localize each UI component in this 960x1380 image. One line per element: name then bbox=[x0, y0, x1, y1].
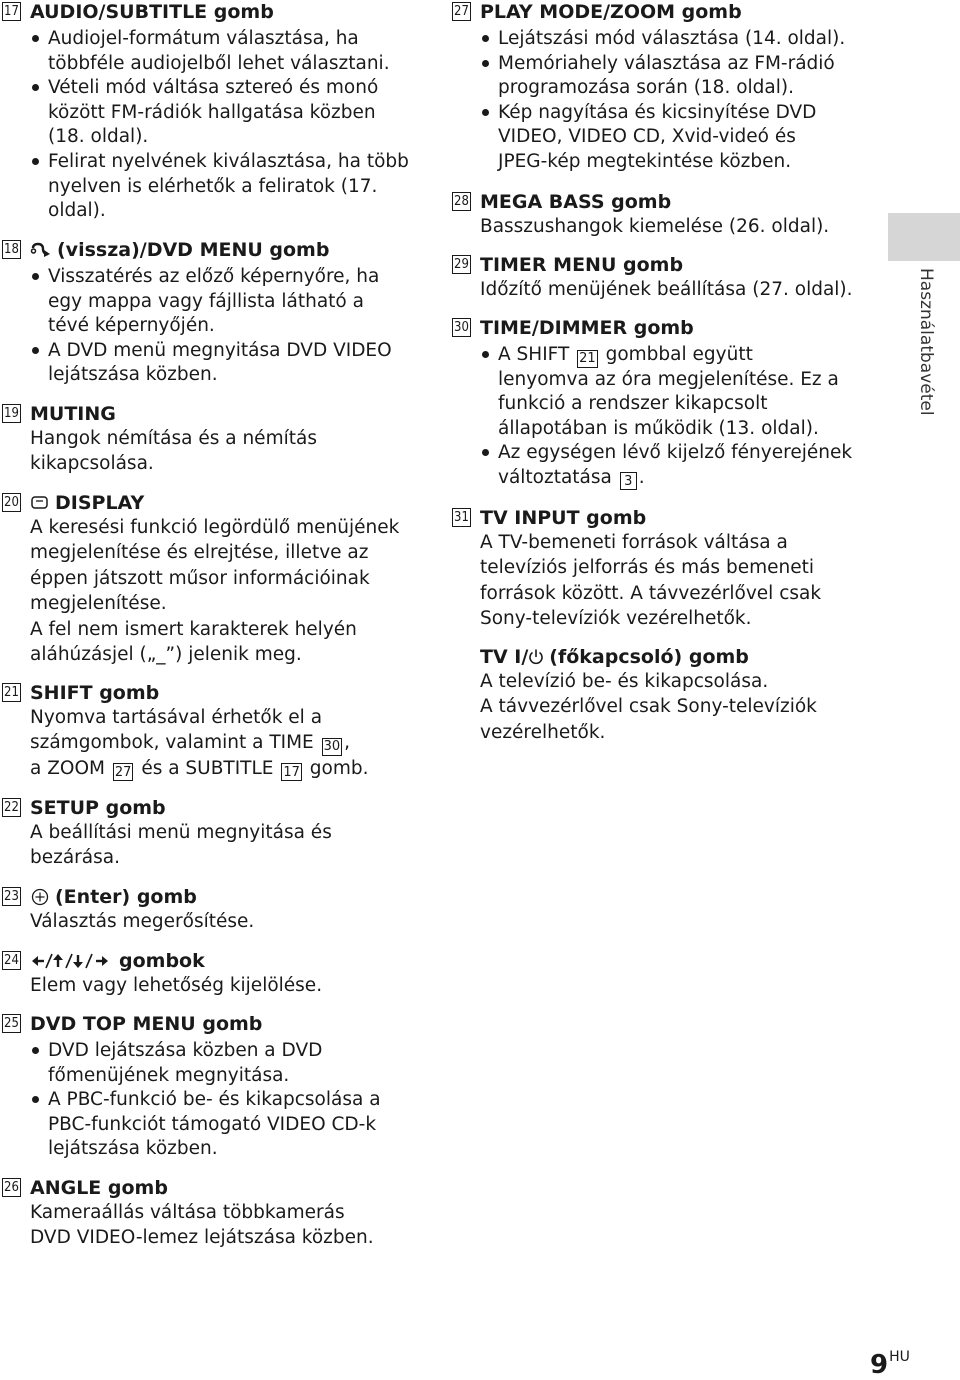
item-20 bbox=[2, 491, 450, 667]
item-number: 23 bbox=[4, 889, 19, 904]
item-text bbox=[30, 705, 370, 756]
item-21 bbox=[2, 681, 450, 781]
page-number bbox=[870, 1344, 910, 1378]
page-number-value: 9 bbox=[870, 1350, 889, 1380]
item-title: SHIFT gomb bbox=[30, 682, 160, 704]
text-part: A SHIFT bbox=[498, 344, 570, 365]
bullet: A PBC-funkció be- és kikapcsolása a PBC-funkciót támogató VIDEO CD-k lejátszása közben. bbox=[30, 1088, 418, 1162]
item-title: MUTING bbox=[30, 403, 116, 425]
bullet: Kép nagyítása és kicsinyítése DVD VIDEO, VIDEO CD, Xvid-videó és JPEG-kép megtekintése közben. bbox=[480, 101, 828, 175]
item-text: Basszushangok kiemelése (26. oldal). bbox=[480, 216, 830, 237]
item-number: 19 bbox=[4, 406, 19, 421]
item-number: 25 bbox=[4, 1016, 19, 1031]
bullet: Visszatérés az előző képernyőre, ha egy mappa vagy fájllista látható a tévé képernyőjén. bbox=[30, 265, 388, 339]
text-part: Nyomva tartásával érhetők el a számgombok, valamint a TIME bbox=[30, 707, 323, 754]
ref-number: 27 bbox=[114, 764, 132, 780]
text-part: . bbox=[638, 466, 645, 488]
bullet: Audiojel-formátum választása, ha többféle audiojelből lehet választani. bbox=[30, 27, 398, 76]
item-23 bbox=[2, 885, 450, 934]
item-number: 31 bbox=[454, 510, 469, 525]
bullet bbox=[480, 441, 863, 490]
item-number: 26 bbox=[4, 1180, 19, 1195]
page-language: HU bbox=[889, 1349, 910, 1365]
item-26 bbox=[2, 1176, 450, 1251]
item-18 bbox=[2, 238, 450, 388]
item-number: 27 bbox=[454, 4, 469, 19]
underscore-glyph: „_” bbox=[146, 644, 176, 666]
item-text: Időzítő menüjének beállítása (27. oldal). bbox=[480, 279, 853, 300]
text-part: gombbal együtt lenyomva az óra megjelenítése. Ez a funkció a rendszer kikapcsolt állapotában is működik (13. oldal). bbox=[498, 344, 839, 439]
item-text: Hangok némítása és a némítás kikapcsolása. bbox=[30, 428, 317, 475]
arrow-keys-icon bbox=[30, 952, 114, 970]
item-title: TIME/DIMMER gomb bbox=[480, 317, 694, 339]
item-title-2: (főkapcsoló) gomb bbox=[549, 646, 749, 668]
enter-icon bbox=[30, 887, 50, 907]
item-28 bbox=[452, 190, 890, 239]
item-number: 20 bbox=[4, 495, 19, 510]
section-label: Használatbavétel bbox=[916, 268, 936, 416]
text-part: a ZOOM bbox=[30, 757, 105, 779]
item-text: Elem vagy lehetőség kijelölése. bbox=[30, 975, 323, 996]
bullet: Memóriahely választása az FM-rádió programozása során (18. oldal). bbox=[480, 52, 848, 101]
text-part: A fel nem ismert karakterek helyén aláhúzásjel ( bbox=[30, 618, 357, 666]
item-30 bbox=[452, 316, 890, 491]
item-number: 17 bbox=[4, 4, 19, 19]
item-text: Kameraállás váltása többkamerás DVD VIDEO-lemez lejátszása közben. bbox=[30, 1202, 374, 1249]
item-27 bbox=[452, 0, 890, 175]
item-number: 30 bbox=[454, 320, 469, 335]
item-title: TV INPUT gomb bbox=[480, 507, 647, 529]
return-icon bbox=[30, 242, 52, 258]
bullet: Vételi mód váltása sztereó és monó között FM-rádiók hallgatása közben (18. oldal). bbox=[30, 76, 393, 150]
text-part: gomb. bbox=[309, 757, 369, 779]
item-22 bbox=[2, 796, 450, 871]
ref-number: 21 bbox=[579, 351, 596, 366]
item-number: 24 bbox=[4, 953, 19, 968]
bullet: Lejátszási mód választása (14. oldal). bbox=[480, 27, 868, 52]
bullet bbox=[480, 343, 843, 441]
item-number: 18 bbox=[4, 242, 19, 257]
text-part: Az egységen lévő kijelző fényerejének változtatása bbox=[498, 442, 853, 488]
item-19 bbox=[2, 402, 450, 477]
item-25 bbox=[2, 1012, 450, 1162]
item-title: DVD TOP MENU gomb bbox=[30, 1013, 263, 1035]
item-text-2 bbox=[30, 756, 450, 782]
bullet: Felirat nyelvének kiválasztása, ha több nyelven is elérhetők a feliratok (17. oldal). bbox=[30, 150, 423, 224]
item-24 bbox=[2, 949, 450, 998]
text-part: , bbox=[344, 732, 351, 754]
item-title: TIMER MENU gomb bbox=[480, 254, 684, 276]
ref-number: 30 bbox=[323, 739, 341, 755]
item-title: gombok bbox=[119, 950, 205, 972]
item-31 bbox=[452, 506, 890, 632]
item-title: AUDIO/SUBTITLE gomb bbox=[30, 1, 274, 23]
power-icon bbox=[528, 648, 544, 666]
item-17 bbox=[2, 0, 450, 224]
bullet: DVD lejátszása közben a DVD főmenüjének megnyitása. bbox=[30, 1039, 348, 1088]
item-title: TV I/ bbox=[480, 646, 529, 668]
item-title: MEGA BASS gomb bbox=[480, 191, 672, 213]
item-text: A beállítási menü megnyitása és bezárása. bbox=[30, 822, 332, 869]
ref-number: 17 bbox=[283, 764, 300, 780]
item-text-2 bbox=[30, 617, 370, 668]
item-text: A keresési funkció legördülő menüjének megjelenítése és elrejtése, illetve az éppen játszott műsor információinak megjelenítése. bbox=[30, 517, 400, 615]
text-part: és a SUBTITLE bbox=[141, 757, 274, 779]
ref-number: 3 bbox=[620, 472, 637, 490]
item-title: DISPLAY bbox=[55, 492, 145, 514]
item-title: ANGLE gomb bbox=[30, 1177, 168, 1199]
item-number: 21 bbox=[4, 685, 19, 700]
item-text: A TV-bemeneti források váltása a televíziós jelforrás és más bemeneti források között. A távvezérlővel csak Sony-televíziók vezérelhetők. bbox=[480, 532, 822, 630]
item-number: 22 bbox=[4, 800, 19, 815]
item-text: A televízió be- és kikapcsolása. bbox=[480, 671, 769, 692]
bullet: A DVD menü megnyitása DVD VIDEO lejátszása közben. bbox=[30, 339, 408, 388]
item-text: Választás megerősítése. bbox=[30, 911, 255, 932]
item-29 bbox=[452, 253, 890, 302]
display-icon bbox=[30, 495, 50, 511]
item-title: PLAY MODE/ZOOM gomb bbox=[480, 1, 742, 23]
item-number: 28 bbox=[454, 194, 469, 209]
item-title: (Enter) gomb bbox=[55, 886, 197, 908]
text-part: ) jelenik meg. bbox=[175, 644, 302, 666]
item-tv-power bbox=[452, 645, 890, 745]
item-title: SETUP gomb bbox=[30, 797, 166, 819]
item-number: 29 bbox=[454, 257, 469, 272]
item-title: (vissza)/DVD MENU gomb bbox=[57, 239, 330, 261]
item-text-2: A távvezérlővel csak Sony-televíziók vezérelhetők. bbox=[480, 696, 817, 743]
section-tab bbox=[888, 213, 960, 261]
